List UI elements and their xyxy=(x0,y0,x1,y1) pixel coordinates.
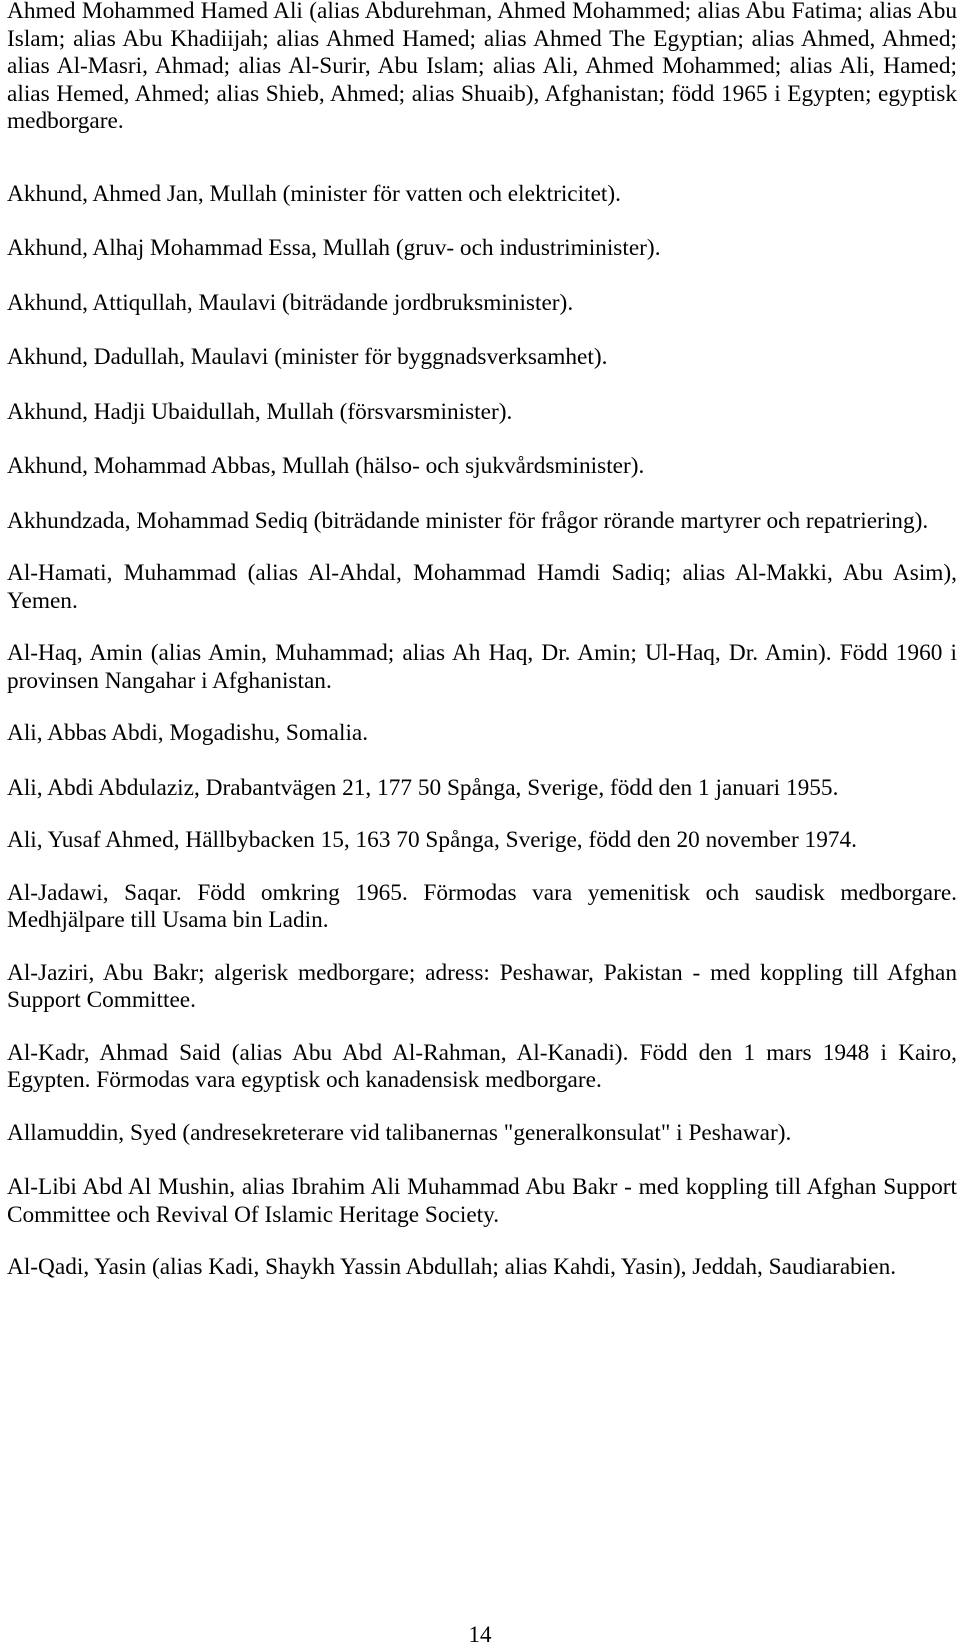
list-entry: Ali, Yusaf Ahmed, Hällbybacken 15, 163 70 Spånga, Sverige, född den 20 november 1974. xyxy=(7,827,857,853)
list-entry: Al-Qadi, Yasin (alias Kadi, Shaykh Yassin Abdullah; alias Kahdi, Yasin), Jeddah, Saudiarabien. xyxy=(7,1254,897,1280)
list-entry: Al-Libi Abd Al Mushin, alias Ibrahim Ali Muhammad Abu Bakr - med koppling till Afghan Support Committee och Revival Of Islamic Heritage Society. xyxy=(7,1174,957,1228)
list-entry: Allamuddin, Syed (andresekreterare vid talibanernas "generalkonsulat" i Peshawar). xyxy=(7,1119,792,1146)
list-entry: Al-Kadr, Ahmad Said (alias Abu Abd Al-Rahman, Al-Kanadi). Född den 1 mars 1948 i Kairo, Egypten. Förmodas vara egyptisk och kanadensisk medborgare. xyxy=(7,1039,957,1093)
list-entry: Ahmed Mohammed Hamed Ali (alias Abdurehman, Ahmed Mohammed; alias Abu Fatima; alias Abu Islam; alias Abu Khadiijah; alias Ahmed Hamed; alias Ahmed The Egyptian; alias Ahmed, Ahmed; alias Al-Masri, Ahmad; alias Al-Surir, Abu Islam; alias Ali, Ahmed Mohammed; alias Ali, Hamed; alias Hemed, Ahmed; alias Shieb, Ahmed; alias Shuaib), Afghanistan; född 1965 i Egypten; egyptisk medborgare. xyxy=(7,0,957,134)
entry-list xyxy=(7,0,957,1307)
page-number: 14 xyxy=(468,1622,492,1647)
list-entry: Akhund, Attiqullah, Maulavi (biträdande jordbruksminister). xyxy=(7,289,574,316)
list-entry: Al-Hamati, Muhammad (alias Al-Ahdal, Mohammad Hamdi Sadiq; alias Al-Makki, Abu Asim), Yemen. xyxy=(7,560,957,614)
list-entry: Al-Jaziri, Abu Bakr; algerisk medborgare; adress: Peshawar, Pakistan - med koppling till Afghan Support Committee. xyxy=(7,959,957,1013)
list-entry: Al-Jadawi, Saqar. Född omkring 1965. Förmodas vara yemenitisk och saudisk medborgare. Medhjälpare till Usama bin Ladin. xyxy=(7,879,957,933)
list-entry: Akhund, Hadji Ubaidullah, Mullah (försvarsminister). xyxy=(7,398,513,425)
list-entry: Ali, Abbas Abdi, Mogadishu, Somalia. xyxy=(7,720,369,746)
list-entry: Akhundzada, Mohammad Sediq (biträdande minister för frågor rörande martyrer och repatriering). xyxy=(7,507,929,534)
list-entry: Ali, Abdi Abdulaziz, Drabantvägen 21, 177 50 Spånga, Sverige, född den 1 januari 1955. xyxy=(7,774,839,801)
list-entry: Akhund, Alhaj Mohammad Essa, Mullah (gruv- och industriminister). xyxy=(7,235,661,261)
list-entry: Akhund, Mohammad Abbas, Mullah (hälso- och sjukvårdsminister). xyxy=(7,453,645,479)
list-entry: Akhund, Ahmed Jan, Mullah (minister för vatten och elektricitet). xyxy=(7,180,621,207)
list-entry: Al-Haq, Amin (alias Amin, Muhammad; alias Ah Haq, Dr. Amin; Ul-Haq, Dr. Amin). Född 1960 i provinsen Nangahar i Afghanistan. xyxy=(7,640,957,694)
list-entry: Akhund, Dadullah, Maulavi (minister för byggnadsverksamhet). xyxy=(7,344,608,370)
